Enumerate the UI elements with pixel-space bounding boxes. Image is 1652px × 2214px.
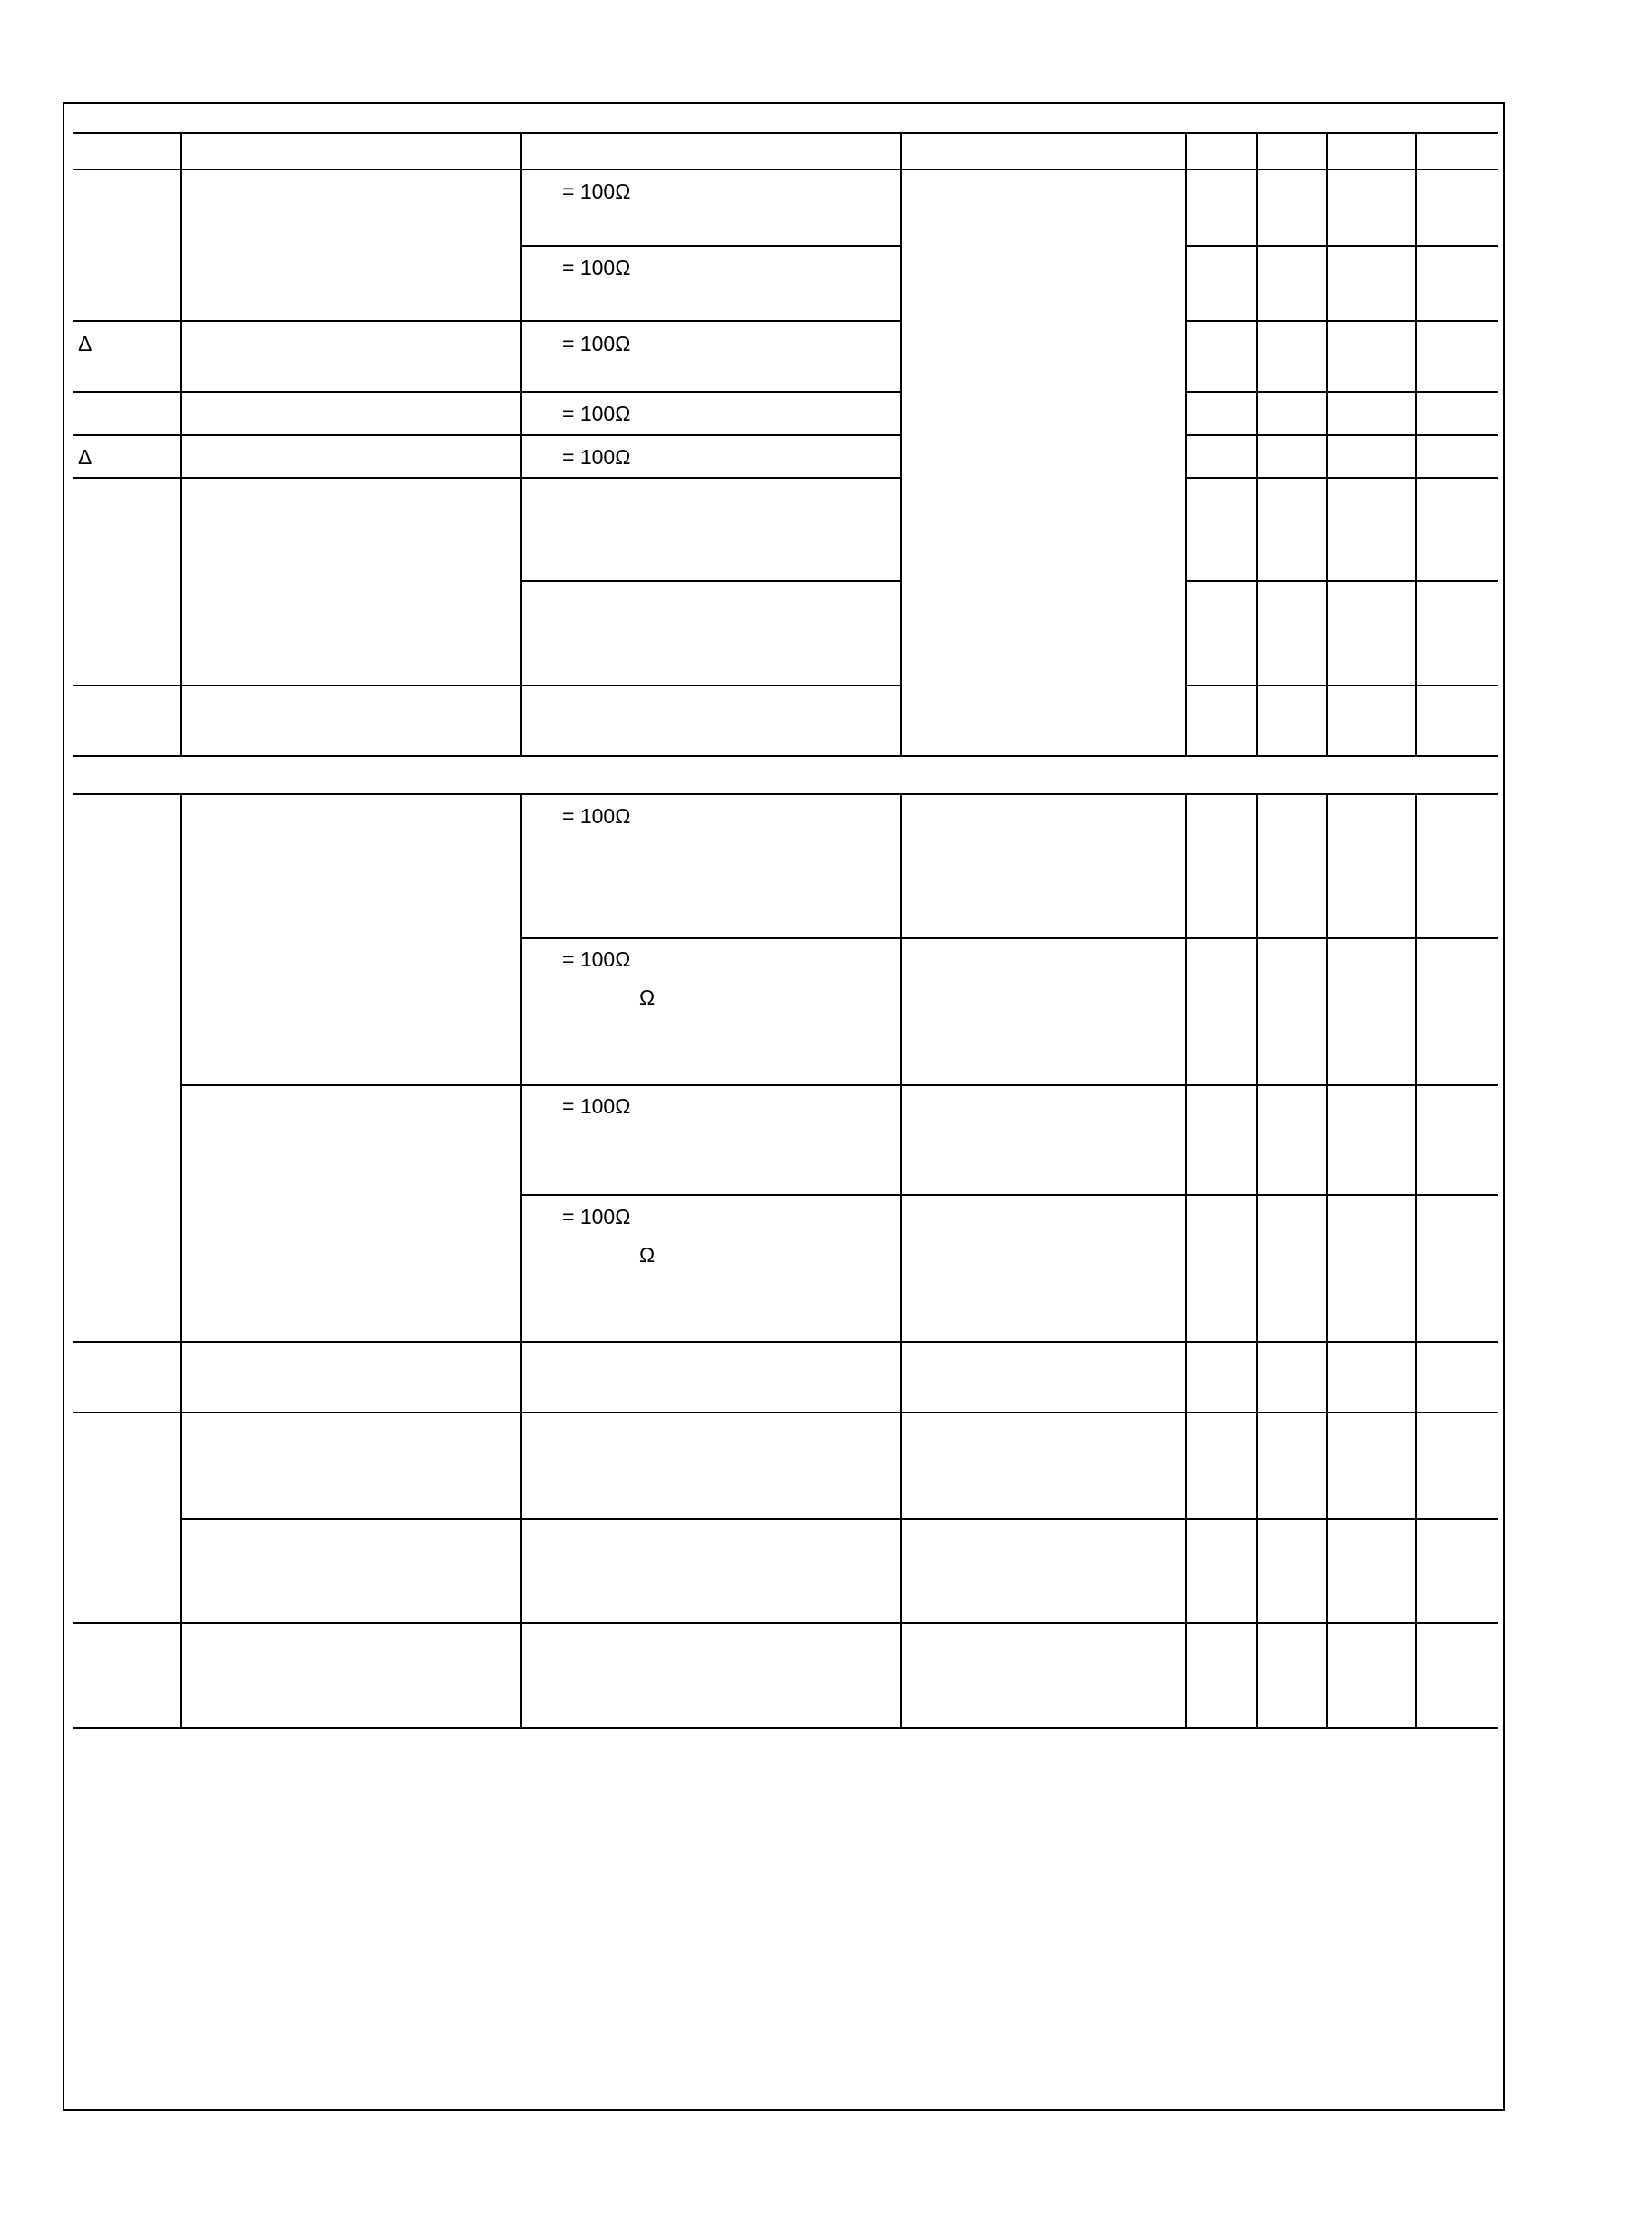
condition-cell: = 100Ω — [562, 1094, 631, 1118]
parameter-cell: Δ — [78, 332, 92, 355]
condition-cell: = 100Ω — [562, 256, 631, 279]
condition-cell-extra: Ω — [639, 986, 656, 1009]
condition-cell: = 100Ω — [562, 332, 631, 355]
condition-cell: = 100Ω — [562, 947, 631, 971]
condition-cell: = 100Ω — [562, 180, 631, 203]
condition-cell-extra: Ω — [639, 1243, 656, 1267]
parameter-cell: Δ — [78, 445, 92, 469]
condition-cell: = 100Ω — [562, 402, 631, 425]
condition-cell: = 100Ω — [562, 804, 631, 828]
condition-cell: = 100Ω — [562, 445, 631, 469]
condition-cell: = 100Ω — [562, 1205, 631, 1228]
